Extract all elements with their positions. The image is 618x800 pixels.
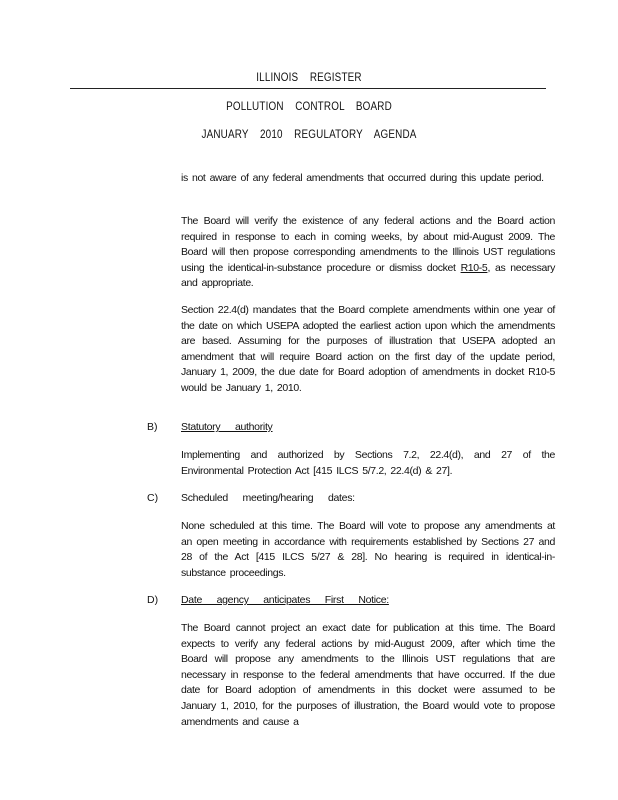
section-d-heading: Date agency anticipates First Notice: xyxy=(181,594,389,606)
section-d-label: D) xyxy=(147,594,159,606)
board-title: POLLUTION CONTROL BOARD xyxy=(226,101,392,113)
register-title: ILLINOIS REGISTER xyxy=(256,72,362,84)
intro-paragraph-2-text: The Board will verify the existence of any federal actions and the Board action required in response to each in coming weeks, by about mid-August 2009. The Board will then propose corresponding amendments to the Illinois UST regulations using the identical-in-substance procedure or dismiss docket xyxy=(181,215,555,274)
header-rule xyxy=(70,88,546,89)
section-c-label: C) xyxy=(147,492,159,504)
intro-paragraph-1: is not aware of any federal amendments that occurred during this update period. xyxy=(181,172,544,184)
section-b-heading: Statutory authority xyxy=(181,421,273,433)
docket-number: R10-5 xyxy=(460,261,488,274)
section-b-label: B) xyxy=(147,421,158,433)
intro-paragraph-2 xyxy=(181,214,555,292)
section-c-heading: Scheduled meeting/hearing dates: xyxy=(181,492,355,504)
section-b-body: Implementing and authorized by Sections 7.2, 22.4(d), and 27 of the Environmental Protection Act [415 ILCS 5/7.2, 22.4(d) & 27]. xyxy=(181,449,555,477)
intro-paragraph-3: Section 22.4(d) mandates that the Board complete amendments within one year of the date on which USEPA adopted the earliest action upon which the amendments are based. Assuming for the purposes of illustration that USEPA adopted an amendment that will require Board action on the first day of the update period, January 1, 2009, the due date for Board adoption of amendments in docket R10-5 would be January 1, 2010. xyxy=(181,304,555,394)
intro-paragraph-2-end: , as necessary and appropriate. xyxy=(181,261,556,290)
section-d-body: The Board cannot project an exact date for publication at this time. The Board expects to verify any federal actions by mid-August 2009, after which time the Board will propose any amendments to the Illinois UST regulations that are necessary in response to the federal amendments that have occurred. If the due date for Board adoption of amendments in this docket were assumed to be January 1, 2010, for the purposes of illustration, the Board would vote to propose amendments and cause a xyxy=(181,622,555,728)
agenda-title: JANUARY 2010 REGULATORY AGENDA xyxy=(201,129,417,141)
section-c-body: None scheduled at this time. The Board will vote to propose any amendments at an open meeting in accordance with requirements established by Sections 27 and 28 of the Act [415 ILCS 5/27 & 28]. No hearing is required in identical-in-substance proceedings. xyxy=(181,520,555,579)
